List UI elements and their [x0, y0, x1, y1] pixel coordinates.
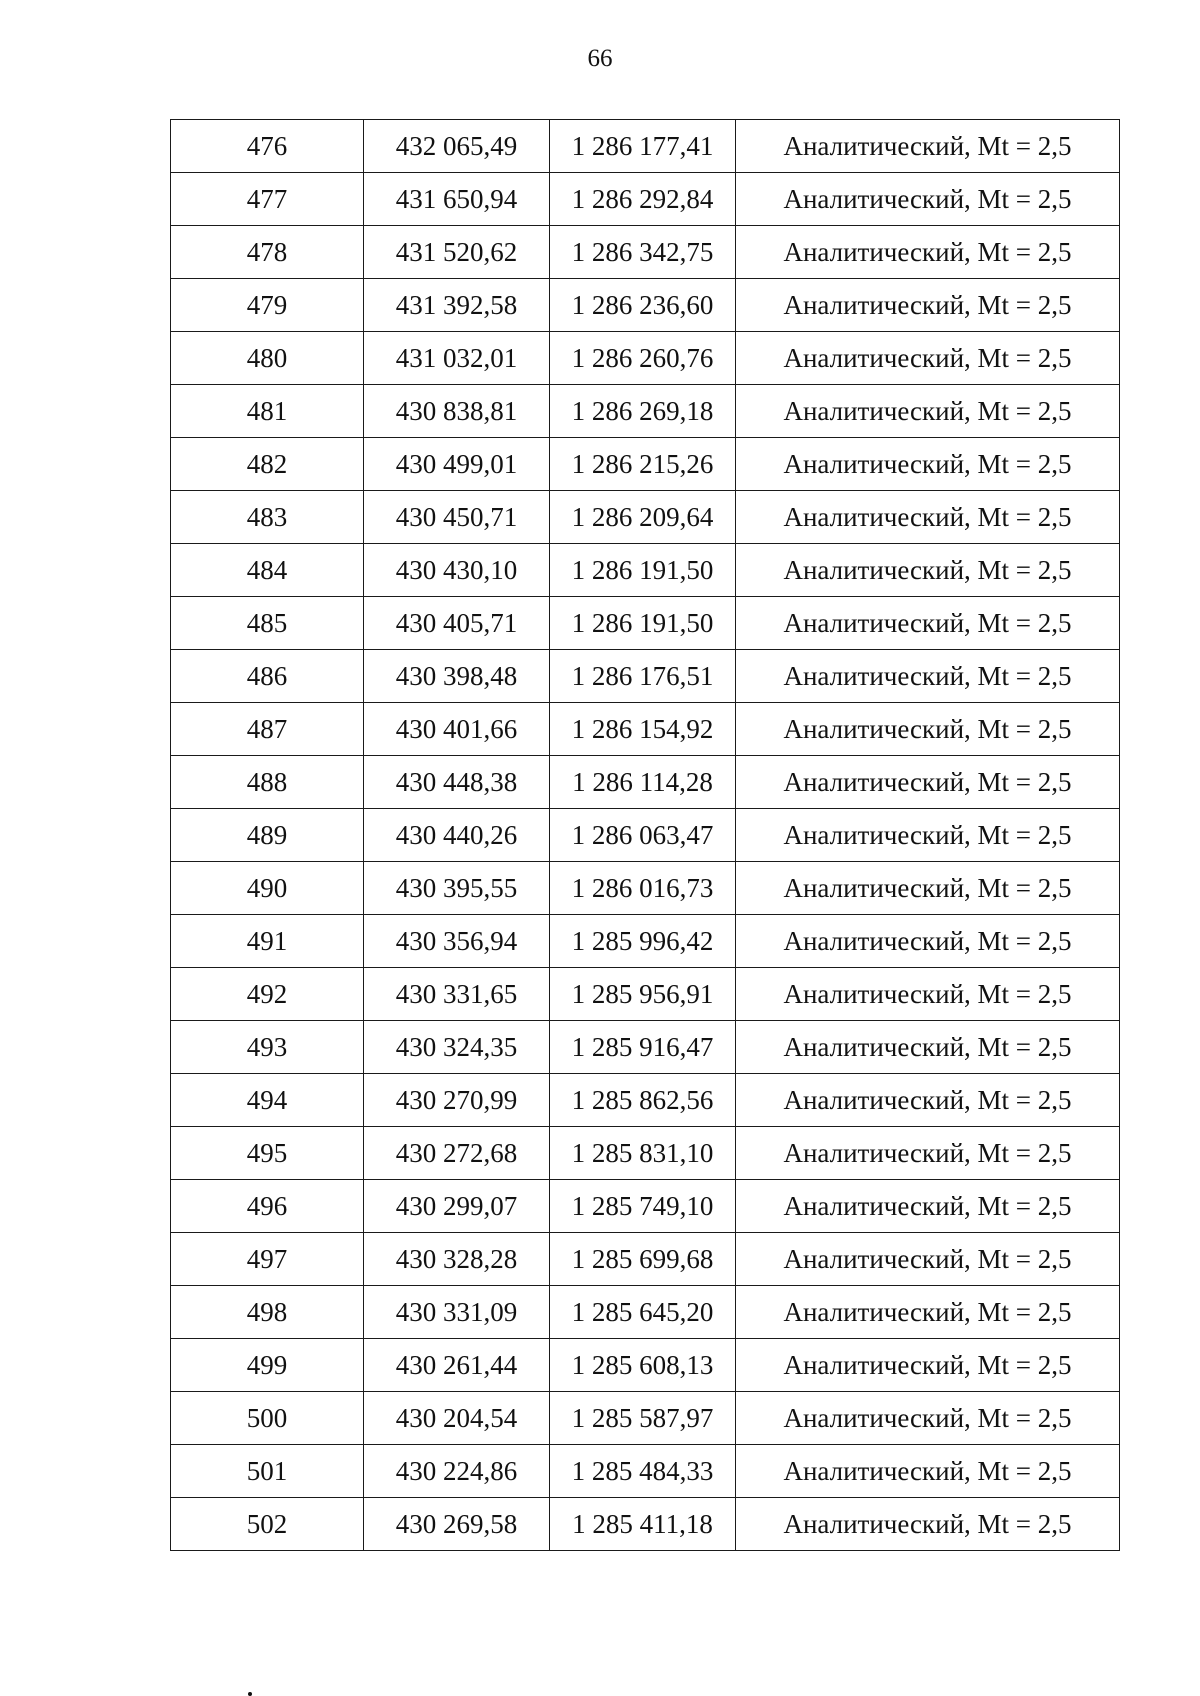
table-row	[171, 703, 1120, 756]
method-cell: Аналитический, Mt = 2,5	[736, 1127, 1120, 1180]
y-coordinate-cell: 1 285 996,42	[550, 915, 736, 968]
table-row	[171, 491, 1120, 544]
y-coordinate-cell: 1 285 587,97	[550, 1392, 736, 1445]
y-coordinate-cell: 1 286 114,28	[550, 756, 736, 809]
method-cell: Аналитический, Mt = 2,5	[736, 1021, 1120, 1074]
y-coordinate-cell: 1 286 269,18	[550, 385, 736, 438]
point-number-cell: 496	[171, 1180, 364, 1233]
table-row	[171, 1339, 1120, 1392]
point-number-cell: 480	[171, 332, 364, 385]
table-row	[171, 226, 1120, 279]
point-number-cell: 493	[171, 1021, 364, 1074]
y-coordinate-cell: 1 286 292,84	[550, 173, 736, 226]
y-coordinate-cell: 1 286 177,41	[550, 120, 736, 173]
point-number-cell: 485	[171, 597, 364, 650]
x-coordinate-cell: 432 065,49	[364, 120, 550, 173]
x-coordinate-cell: 430 331,65	[364, 968, 550, 1021]
x-coordinate-cell: 430 269,58	[364, 1498, 550, 1551]
point-number-cell: 488	[171, 756, 364, 809]
point-number-cell: 479	[171, 279, 364, 332]
page-number: 66	[587, 45, 613, 72]
method-cell: Аналитический, Mt = 2,5	[736, 544, 1120, 597]
x-coordinate-cell: 430 261,44	[364, 1339, 550, 1392]
method-cell: Аналитический, Mt = 2,5	[736, 809, 1120, 862]
table-row	[171, 597, 1120, 650]
table-body	[171, 120, 1120, 1551]
table-row	[171, 756, 1120, 809]
table-row	[171, 173, 1120, 226]
table-row	[171, 968, 1120, 1021]
point-number-cell: 492	[171, 968, 364, 1021]
x-coordinate-cell: 430 405,71	[364, 597, 550, 650]
table-row	[171, 1233, 1120, 1286]
y-coordinate-cell: 1 286 154,92	[550, 703, 736, 756]
method-cell: Аналитический, Mt = 2,5	[736, 1180, 1120, 1233]
y-coordinate-cell: 1 286 209,64	[550, 491, 736, 544]
method-cell: Аналитический, Mt = 2,5	[736, 968, 1120, 1021]
table-row	[171, 438, 1120, 491]
table-row	[171, 809, 1120, 862]
x-coordinate-cell: 430 448,38	[364, 756, 550, 809]
y-coordinate-cell: 1 285 484,33	[550, 1445, 736, 1498]
table-row	[171, 279, 1120, 332]
table-row	[171, 915, 1120, 968]
point-number-cell: 502	[171, 1498, 364, 1551]
point-number-cell: 500	[171, 1392, 364, 1445]
point-number-cell: 477	[171, 173, 364, 226]
table-row	[171, 1021, 1120, 1074]
method-cell: Аналитический, Mt = 2,5	[736, 1498, 1120, 1551]
x-coordinate-cell: 430 838,81	[364, 385, 550, 438]
method-cell: Аналитический, Mt = 2,5	[736, 332, 1120, 385]
y-coordinate-cell: 1 286 260,76	[550, 332, 736, 385]
method-cell: Аналитический, Mt = 2,5	[736, 438, 1120, 491]
point-number-cell: 495	[171, 1127, 364, 1180]
x-coordinate-cell: 430 270,99	[364, 1074, 550, 1127]
y-coordinate-cell: 1 286 016,73	[550, 862, 736, 915]
y-coordinate-cell: 1 286 342,75	[550, 226, 736, 279]
point-number-cell: 484	[171, 544, 364, 597]
method-cell: Аналитический, Mt = 2,5	[736, 385, 1120, 438]
y-coordinate-cell: 1 285 608,13	[550, 1339, 736, 1392]
x-coordinate-cell: 431 650,94	[364, 173, 550, 226]
y-coordinate-cell: 1 285 749,10	[550, 1180, 736, 1233]
table-row	[171, 1498, 1120, 1551]
method-cell: Аналитический, Mt = 2,5	[736, 1339, 1120, 1392]
point-number-cell: 494	[171, 1074, 364, 1127]
method-cell: Аналитический, Mt = 2,5	[736, 1233, 1120, 1286]
y-coordinate-cell: 1 285 645,20	[550, 1286, 736, 1339]
method-cell: Аналитический, Mt = 2,5	[736, 915, 1120, 968]
method-cell: Аналитический, Mt = 2,5	[736, 226, 1120, 279]
method-cell: Аналитический, Mt = 2,5	[736, 120, 1120, 173]
x-coordinate-cell: 431 520,62	[364, 226, 550, 279]
point-number-cell: 499	[171, 1339, 364, 1392]
method-cell: Аналитический, Mt = 2,5	[736, 1074, 1120, 1127]
x-coordinate-cell: 430 401,66	[364, 703, 550, 756]
x-coordinate-cell: 430 440,26	[364, 809, 550, 862]
y-coordinate-cell: 1 286 215,26	[550, 438, 736, 491]
point-number-cell: 498	[171, 1286, 364, 1339]
point-number-cell: 491	[171, 915, 364, 968]
x-coordinate-cell: 430 272,68	[364, 1127, 550, 1180]
point-number-cell: 487	[171, 703, 364, 756]
method-cell: Аналитический, Mt = 2,5	[736, 756, 1120, 809]
y-coordinate-cell: 1 286 176,51	[550, 650, 736, 703]
method-cell: Аналитический, Mt = 2,5	[736, 279, 1120, 332]
coordinates-table	[170, 119, 1120, 1551]
x-coordinate-cell: 430 395,55	[364, 862, 550, 915]
y-coordinate-cell: 1 285 956,91	[550, 968, 736, 1021]
point-number-cell: 481	[171, 385, 364, 438]
x-coordinate-cell: 430 328,28	[364, 1233, 550, 1286]
point-number-cell: 478	[171, 226, 364, 279]
point-number-cell: 483	[171, 491, 364, 544]
table-row	[171, 862, 1120, 915]
table-row	[171, 1127, 1120, 1180]
point-number-cell: 490	[171, 862, 364, 915]
method-cell: Аналитический, Mt = 2,5	[736, 173, 1120, 226]
y-coordinate-cell: 1 285 916,47	[550, 1021, 736, 1074]
x-coordinate-cell: 430 204,54	[364, 1392, 550, 1445]
x-coordinate-cell: 430 450,71	[364, 491, 550, 544]
x-coordinate-cell: 430 356,94	[364, 915, 550, 968]
table-row	[171, 332, 1120, 385]
y-coordinate-cell: 1 286 236,60	[550, 279, 736, 332]
method-cell: Аналитический, Mt = 2,5	[736, 491, 1120, 544]
y-coordinate-cell: 1 286 191,50	[550, 597, 736, 650]
method-cell: Аналитический, Mt = 2,5	[736, 1445, 1120, 1498]
y-coordinate-cell: 1 285 831,10	[550, 1127, 736, 1180]
table-row	[171, 120, 1120, 173]
point-number-cell: 497	[171, 1233, 364, 1286]
y-coordinate-cell: 1 286 191,50	[550, 544, 736, 597]
point-number-cell: 501	[171, 1445, 364, 1498]
point-number-cell: 476	[171, 120, 364, 173]
x-coordinate-cell: 430 299,07	[364, 1180, 550, 1233]
method-cell: Аналитический, Mt = 2,5	[736, 1286, 1120, 1339]
x-coordinate-cell: 431 032,01	[364, 332, 550, 385]
x-coordinate-cell: 430 324,35	[364, 1021, 550, 1074]
point-number-cell: 482	[171, 438, 364, 491]
y-coordinate-cell: 1 285 699,68	[550, 1233, 736, 1286]
x-coordinate-cell: 430 430,10	[364, 544, 550, 597]
table-row	[171, 650, 1120, 703]
x-coordinate-cell: 430 499,01	[364, 438, 550, 491]
y-coordinate-cell: 1 285 411,18	[550, 1498, 736, 1551]
x-coordinate-cell: 431 392,58	[364, 279, 550, 332]
x-coordinate-cell: 430 224,86	[364, 1445, 550, 1498]
method-cell: Аналитический, Mt = 2,5	[736, 1392, 1120, 1445]
table-row	[171, 1286, 1120, 1339]
method-cell: Аналитический, Mt = 2,5	[736, 703, 1120, 756]
table-row	[171, 1392, 1120, 1445]
y-coordinate-cell: 1 286 063,47	[550, 809, 736, 862]
method-cell: Аналитический, Mt = 2,5	[736, 597, 1120, 650]
point-number-cell: 489	[171, 809, 364, 862]
table-row	[171, 1074, 1120, 1127]
table-row	[171, 385, 1120, 438]
method-cell: Аналитический, Mt = 2,5	[736, 650, 1120, 703]
table-row	[171, 1180, 1120, 1233]
table-row	[171, 544, 1120, 597]
method-cell: Аналитический, Mt = 2,5	[736, 862, 1120, 915]
x-coordinate-cell: 430 331,09	[364, 1286, 550, 1339]
y-coordinate-cell: 1 285 862,56	[550, 1074, 736, 1127]
x-coordinate-cell: 430 398,48	[364, 650, 550, 703]
point-number-cell: 486	[171, 650, 364, 703]
table-row	[171, 1445, 1120, 1498]
